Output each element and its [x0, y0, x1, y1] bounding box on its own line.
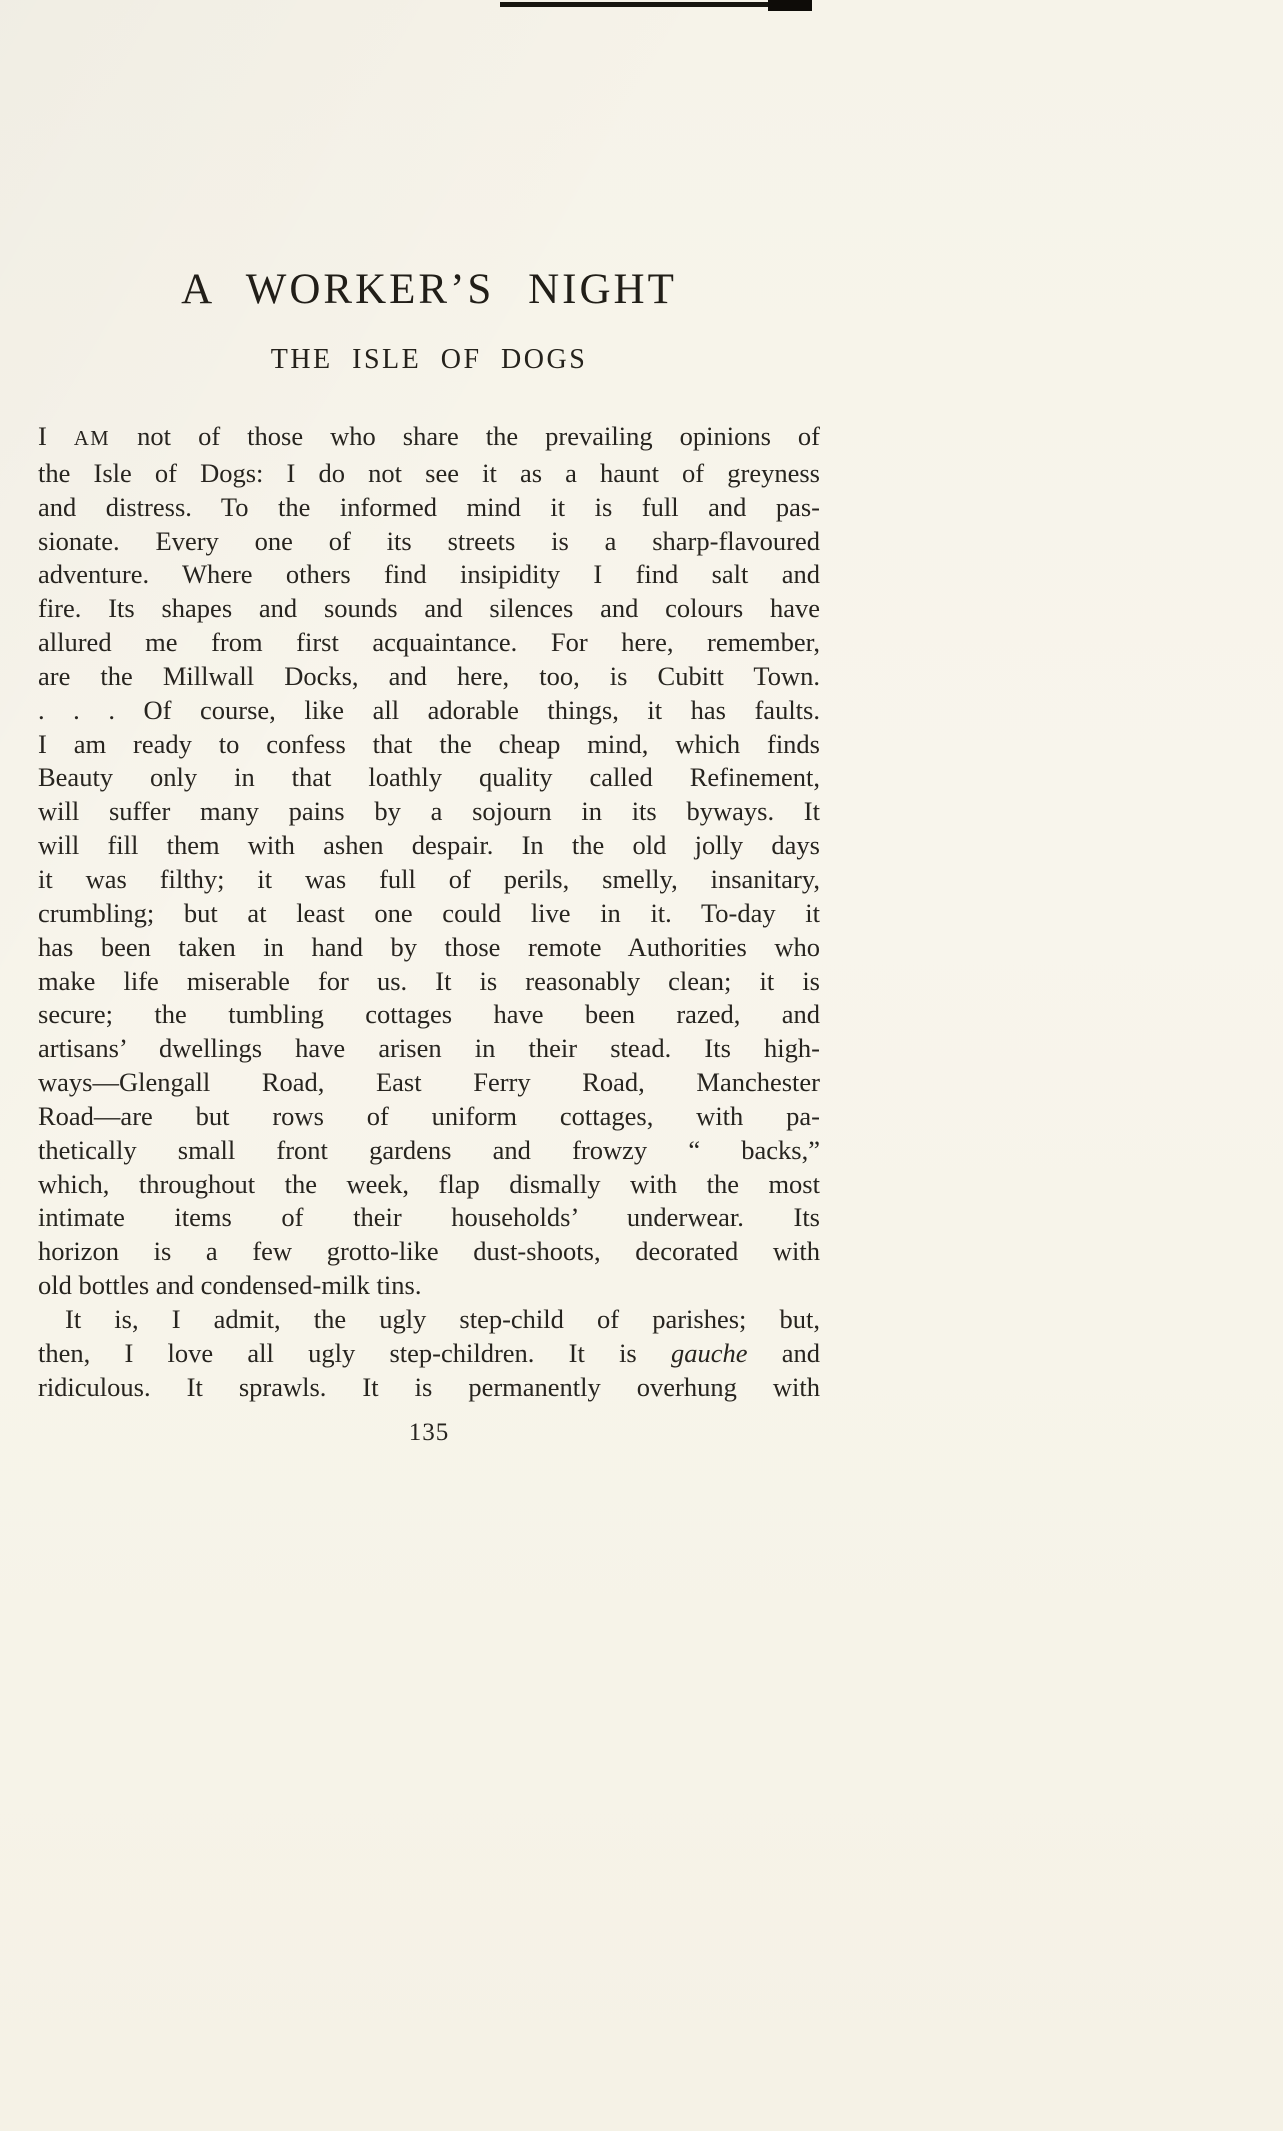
text-line: will fill them with ashen despair. In the old jolly days [38, 830, 820, 861]
text-line: fire. Its shapes and sounds and silences and colours have [38, 593, 820, 624]
text-segment: and [747, 1337, 820, 1368]
text-line: the Isle of Dogs: I do not see it as a haunt of greyness [38, 457, 820, 488]
text-line: Beauty only in that loathly quality called Refinement, [38, 762, 820, 793]
text-line: has been taken in hand by those remote Authorities who [38, 931, 820, 962]
text-line: ways—Glengall Road, East Ferry Road, Manchester [38, 1067, 820, 1098]
body-text [38, 420, 820, 1404]
text-line [38, 420, 820, 457]
chapter-subtitle: THE ISLE OF DOGS [270, 344, 588, 375]
text-segment: I [38, 421, 74, 451]
text-line: crumbling; but at least one could live in it. To-day it [38, 897, 820, 928]
text-line: artisans’ dwellings have arisen in their stead. Its high- [38, 1033, 820, 1064]
italic-word: gauche [670, 1337, 748, 1368]
text-line: intimate items of their households’ underwear. Its [38, 1202, 820, 1233]
text-line: thetically small front gardens and frowzy “ backs,” [38, 1134, 820, 1165]
chapter-title: A WORKER’S NIGHT [181, 266, 677, 313]
text-line: I am ready to confess that the cheap mind, which finds [38, 728, 820, 759]
text-line: old bottles and condensed-milk tins. [38, 1270, 422, 1301]
text-line: It is, I admit, the ugly step-child of parishes; but, [65, 1303, 820, 1334]
text-line: which, throughout the week, flap dismally with the most [38, 1168, 820, 1199]
text-column [38, 0, 820, 1447]
text-line: adventure. Where others find insipidity I find salt and [38, 559, 820, 590]
text-line: ridiculous. It sprawls. It is permanently overhung with [38, 1371, 820, 1402]
paragraph-2 [38, 1303, 820, 1405]
text-line: . . . Of course, like all adorable things, it has faults. [38, 694, 820, 725]
text-line: allured me from first acquaintance. For here, remember, [38, 627, 820, 658]
text-line: are the Millwall Docks, and here, too, is Cubitt Town. [38, 660, 820, 691]
text-line: horizon is a few grotto-like dust-shoots, decorated with [38, 1236, 820, 1267]
small-caps-text: AM [73, 428, 111, 450]
text-line: it was filthy; it was full of perils, smelly, insanitary, [38, 863, 820, 894]
text-line: sionate. Every one of its streets is a sharp-flavoured [38, 525, 820, 556]
text-segment: not of those who share the prevailing opinions of [110, 421, 820, 451]
text-line: make life miserable for us. It is reasonably clean; it is [38, 965, 820, 996]
text-line: will suffer many pains by a sojourn in its byways. It [38, 796, 820, 827]
text-line: secure; the tumbling cottages have been razed, and [38, 999, 820, 1030]
text-line: and distress. To the informed mind it is full and pas- [38, 491, 820, 522]
paragraph-1 [38, 420, 820, 1303]
text-line [38, 1337, 820, 1371]
text-line: Road—are but rows of uniform cottages, with pa- [38, 1100, 820, 1131]
page-number: 135 [408, 1419, 450, 1447]
text-segment: then, I love all ugly step-children. It is [38, 1337, 671, 1368]
